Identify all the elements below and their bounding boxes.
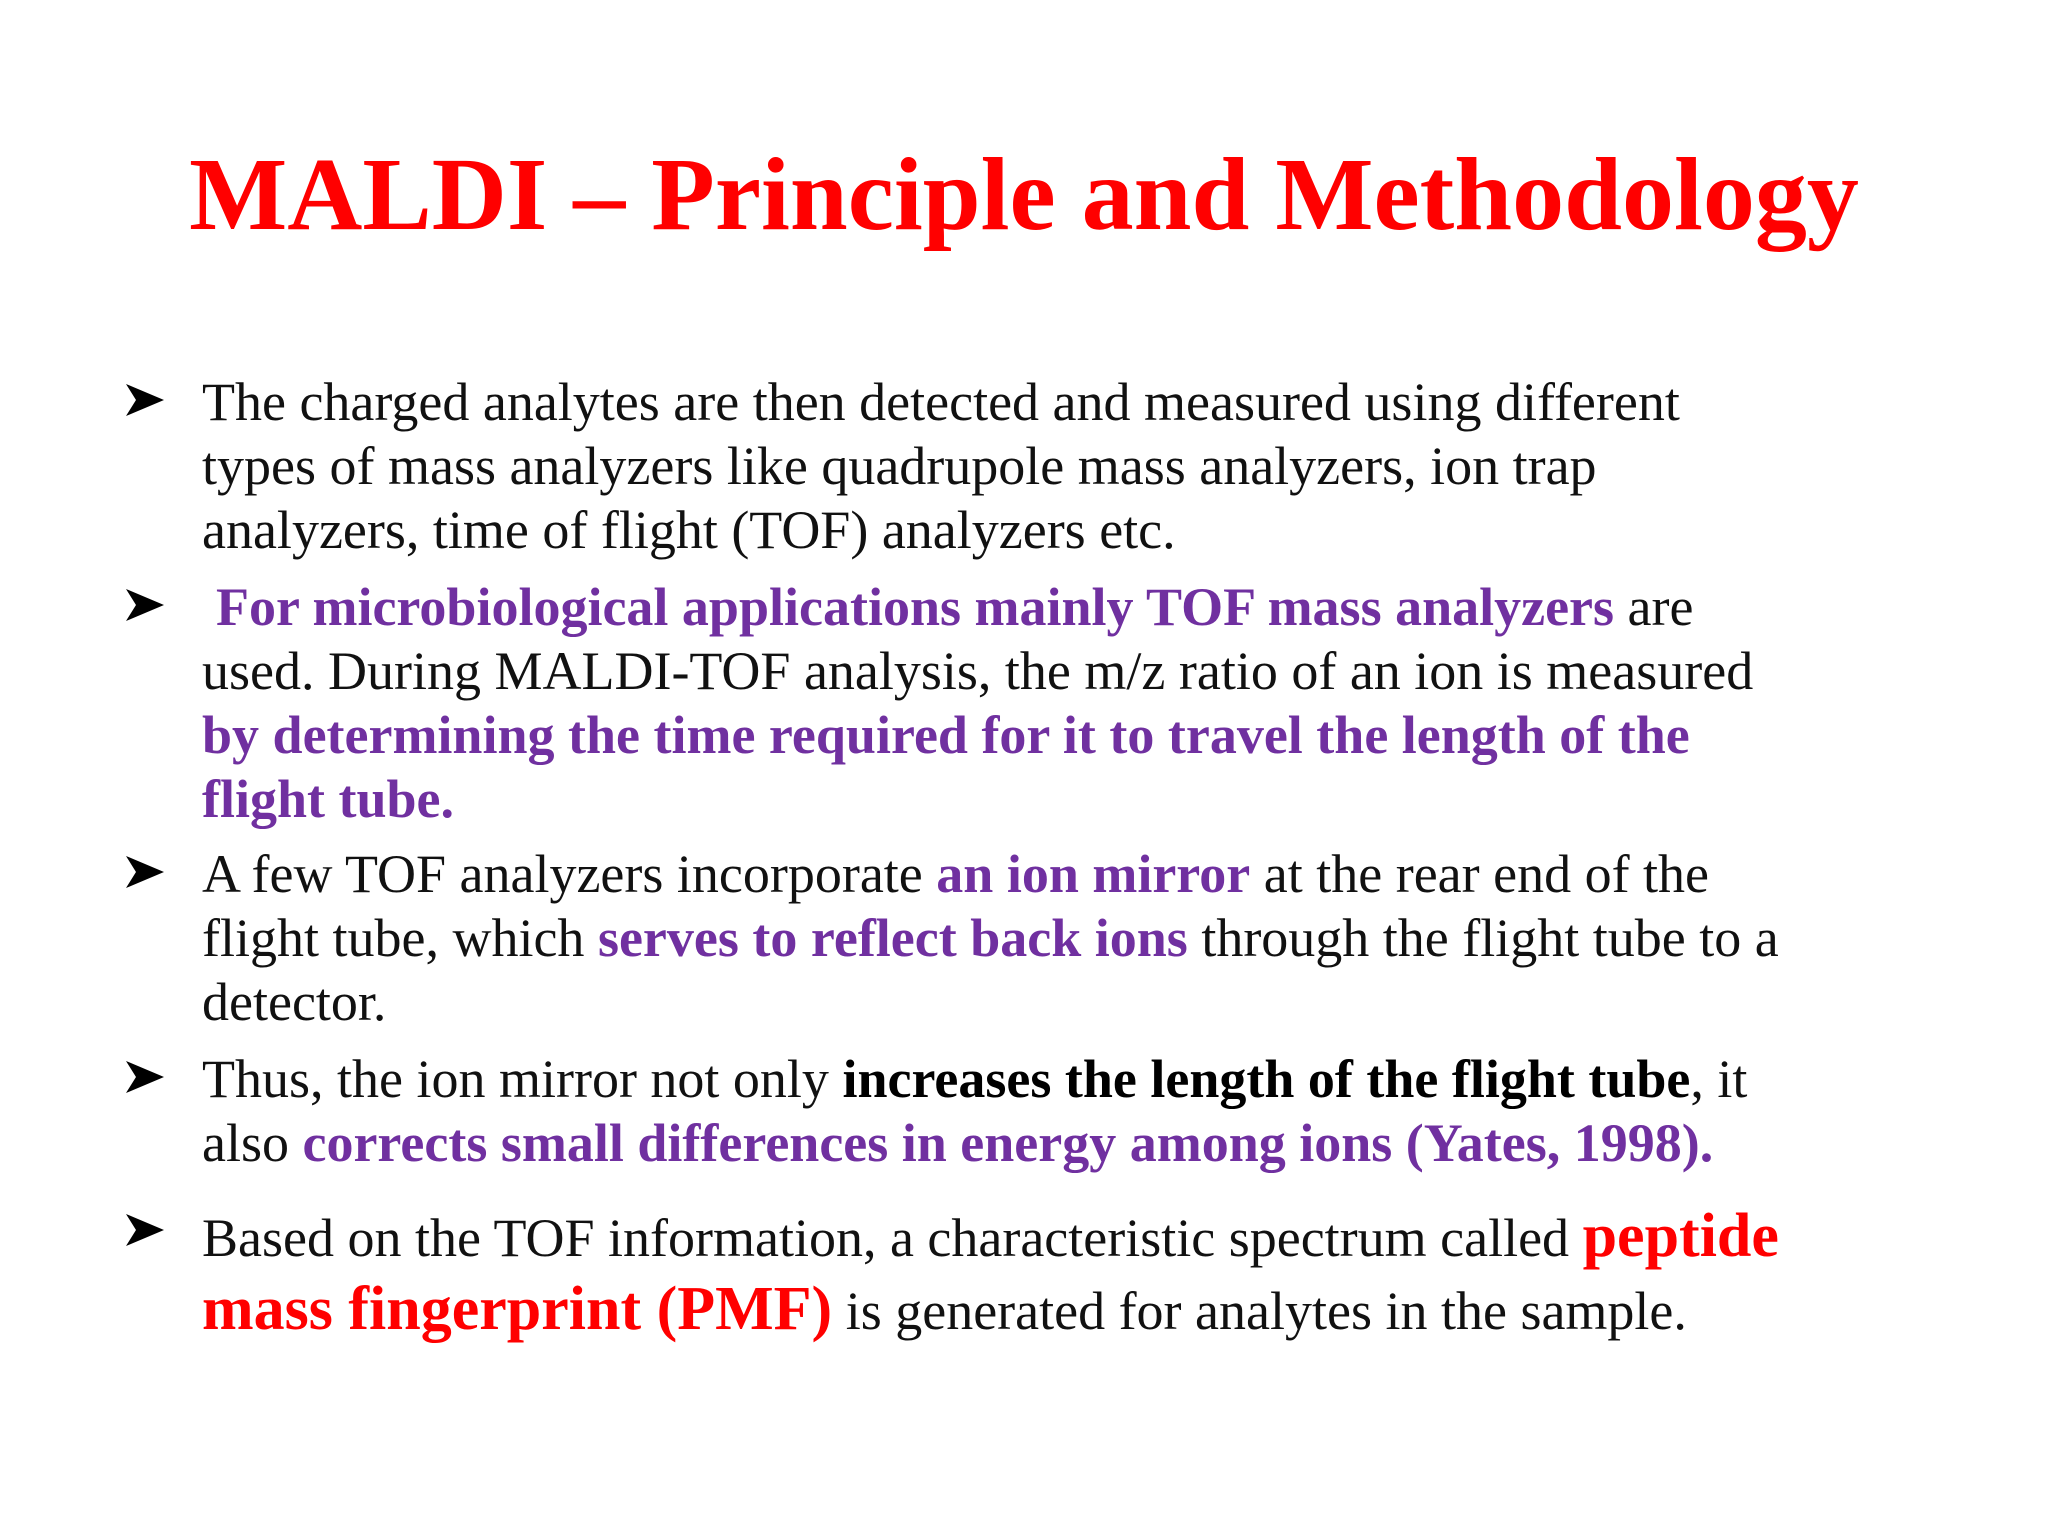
arrow-bullet-icon bbox=[124, 854, 166, 890]
arrow-bullet-icon bbox=[124, 1059, 166, 1095]
bullet-1-line-2: types of mass analyzers like quadrupole mass analyzers, ion trap bbox=[202, 436, 1597, 496]
bullet-4-bold-phrase: increases the length of the flight tube bbox=[842, 1049, 1691, 1109]
bullet-5-line-1-pre: Based on the TOF information, a characteristic spectrum called bbox=[202, 1208, 1583, 1268]
bullet-2-line-4: flight tube. bbox=[202, 769, 455, 829]
bullet-5-highlight-peptide: peptide bbox=[1582, 1202, 1779, 1270]
bullet-3-line-1 bbox=[202, 842, 1709, 906]
bullet-2-emphasis: For microbiological applications mainly TOF mass analyzers bbox=[216, 577, 1615, 637]
bullet-3-emphasis-reflect: serves to reflect back ions bbox=[597, 908, 1188, 968]
bullet-3-line-2-post: through the flight tube to a bbox=[1187, 908, 1779, 968]
bullet-4-line-1-pre: Thus, the ion mirror not only bbox=[202, 1049, 843, 1109]
bullet-3-line-1-pre: A few TOF analyzers incorporate bbox=[202, 844, 937, 904]
bullet-2-line-3: by determining the time required for it to travel the length of the bbox=[202, 705, 1690, 765]
bullet-3-line-3: detector. bbox=[202, 972, 387, 1032]
bullet-4-line-1 bbox=[202, 1047, 1747, 1111]
bullet-3-emphasis-ion-mirror: an ion mirror bbox=[936, 844, 1251, 904]
bullet-5-line-2 bbox=[202, 1272, 1687, 1346]
bullet-2-line-1-rest: are bbox=[1614, 577, 1694, 637]
bullet-3-line-1-post: at the rear end of the bbox=[1250, 844, 1710, 904]
bullet-2-line-2: used. During MALDI-TOF analysis, the m/z ratio of an ion is measured bbox=[202, 641, 1754, 701]
bullet-4-line-1-post: , it bbox=[1690, 1049, 1748, 1109]
bullet-3-line-2 bbox=[202, 906, 1779, 970]
bullet-5-highlight-pmf: mass fingerprint (PMF) bbox=[202, 1275, 833, 1343]
arrow-bullet-icon bbox=[124, 587, 166, 623]
bullet-1-line-1: The charged analytes are then detected and measured using different bbox=[202, 372, 1680, 432]
bullet-5-line-1 bbox=[202, 1200, 1779, 1272]
bullet-4-line-2-pre: also bbox=[202, 1113, 303, 1173]
bullet-2-line-1 bbox=[216, 575, 1693, 639]
bullet-5-line-2-post: is generated for analytes in the sample. bbox=[832, 1281, 1687, 1341]
bullet-4-emphasis-citation: corrects small differences in energy among ions (Yates, 1998). bbox=[302, 1113, 1714, 1173]
bullet-1-line-3: analyzers, time of flight (TOF) analyzers etc. bbox=[202, 500, 1176, 560]
arrow-bullet-icon bbox=[124, 1212, 166, 1248]
bullet-3-line-2-pre: flight tube, which bbox=[202, 908, 598, 968]
slide-title: MALDI – Principle and Methodology bbox=[189, 137, 1859, 252]
bullet-4-line-2 bbox=[202, 1111, 1713, 1175]
arrow-bullet-icon bbox=[124, 382, 166, 418]
